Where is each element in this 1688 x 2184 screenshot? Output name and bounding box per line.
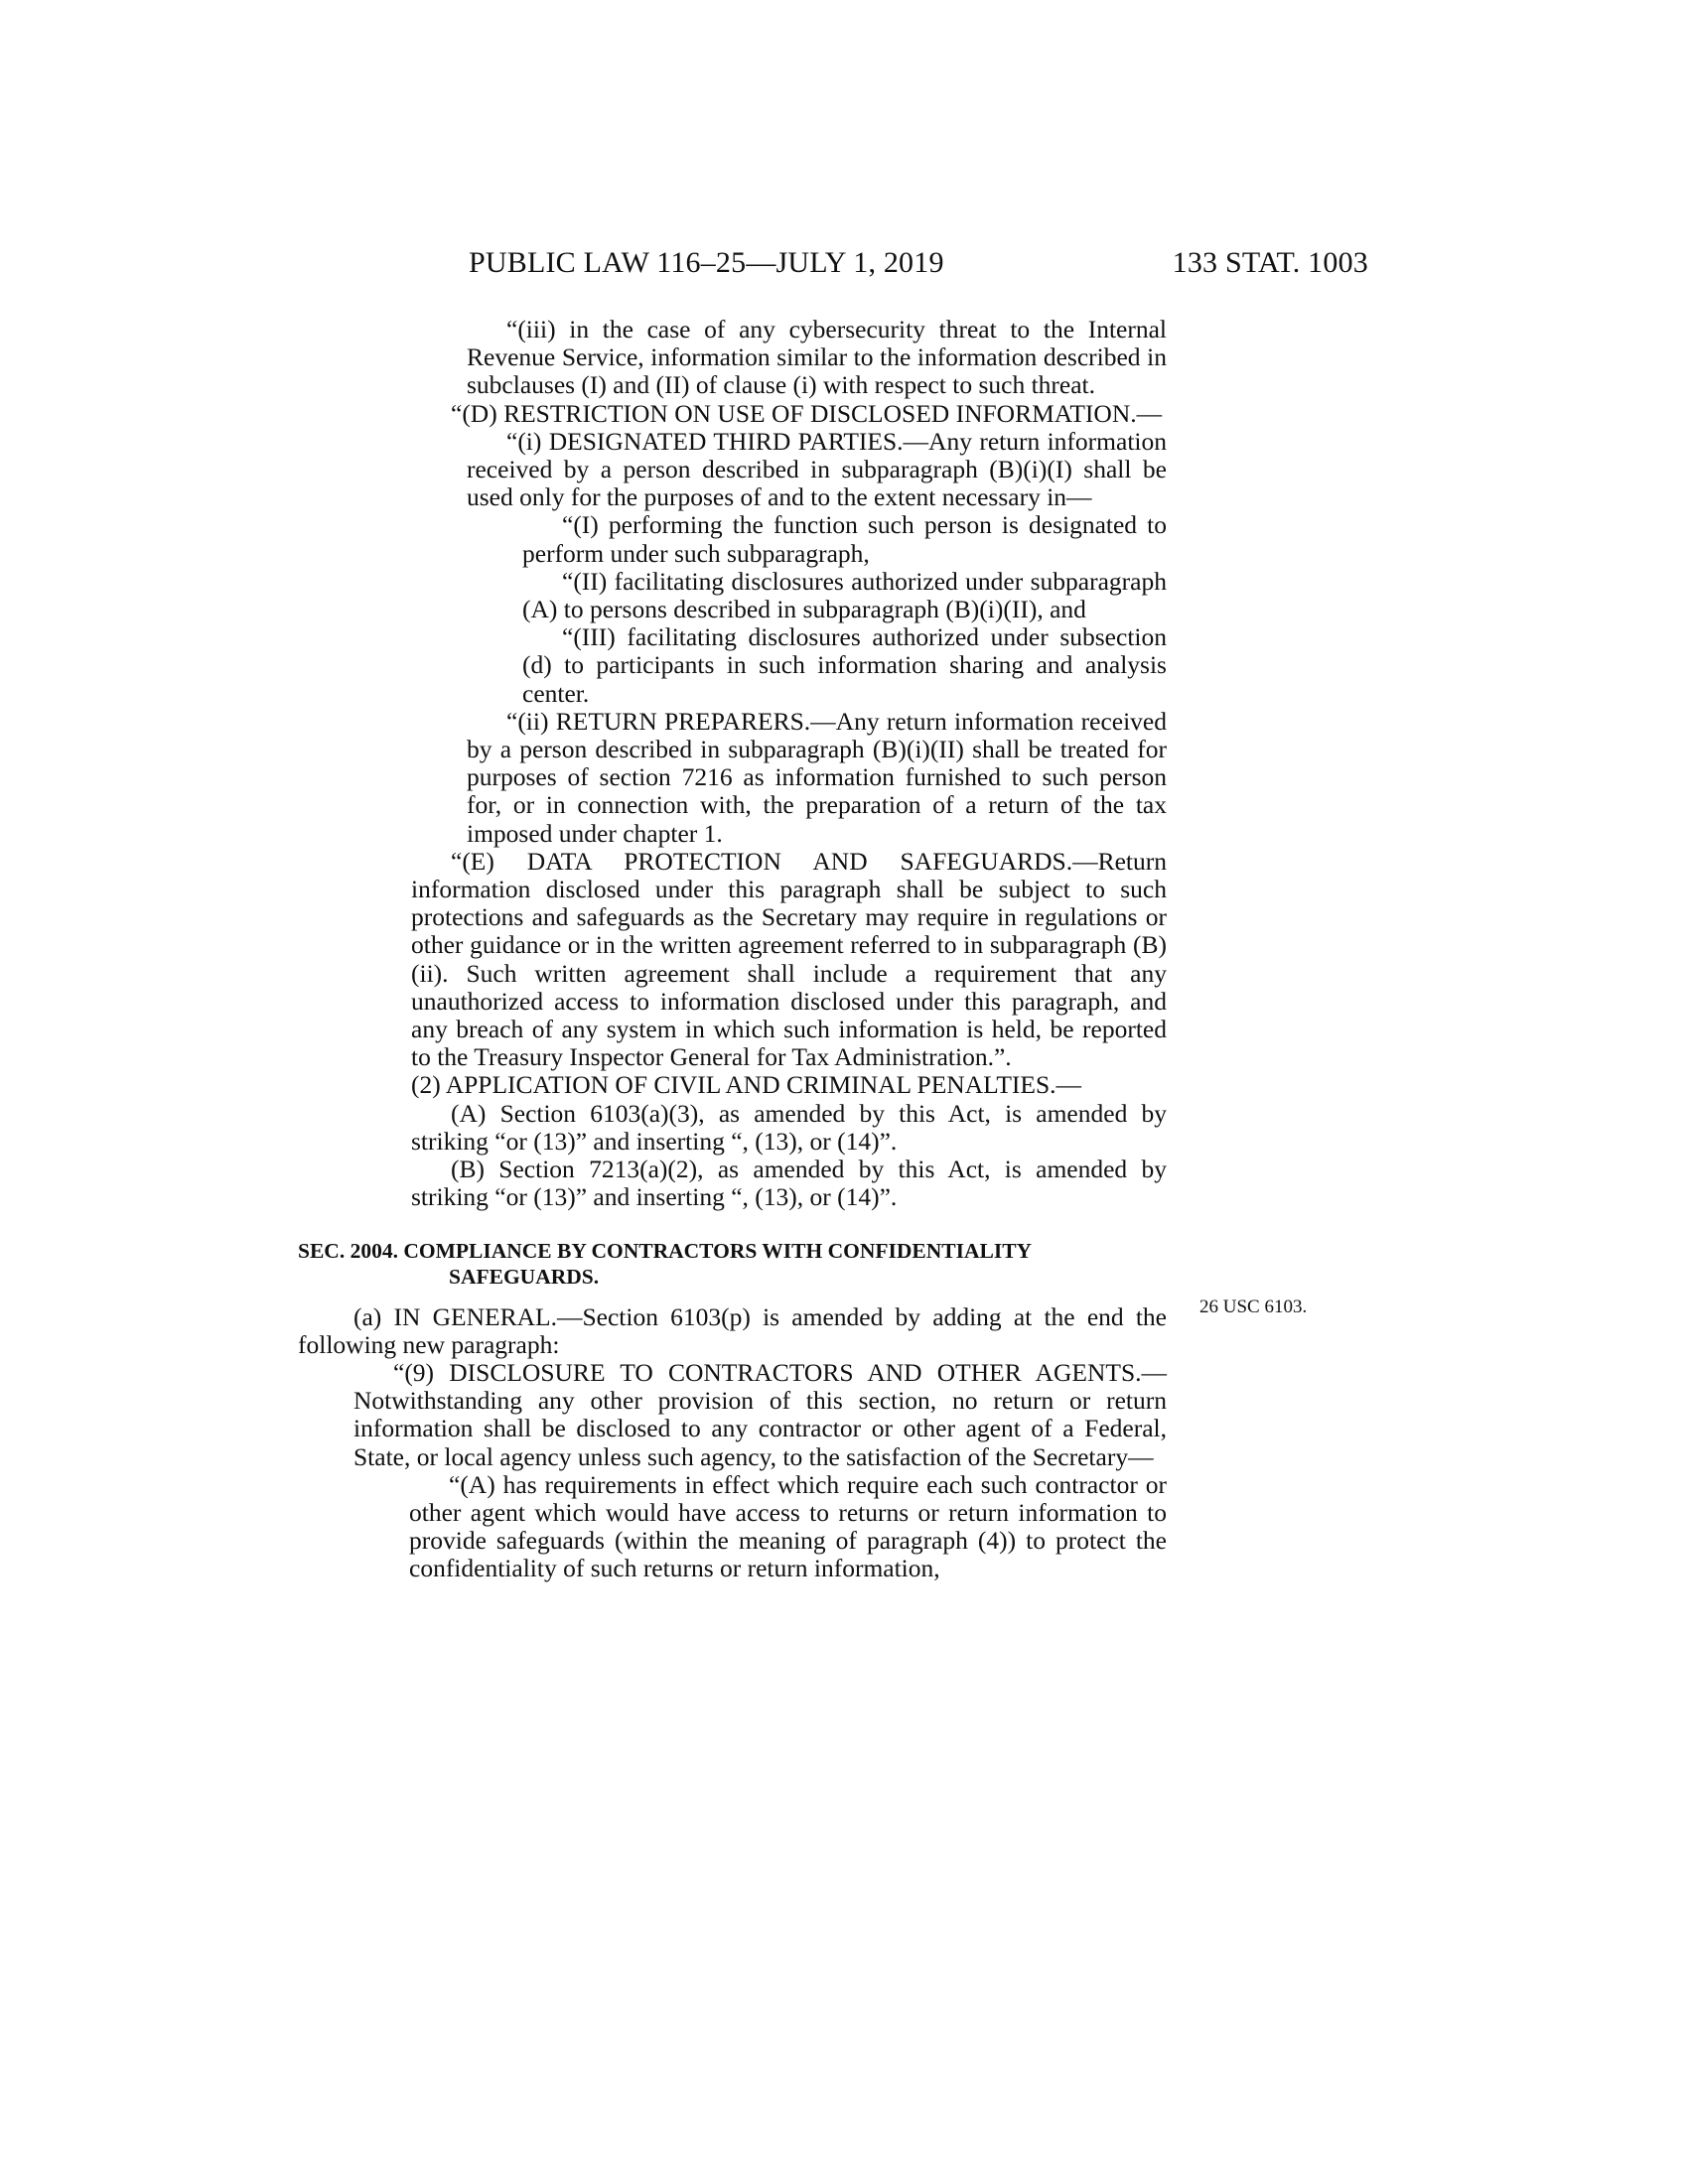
statute-text [298, 316, 1390, 1583]
subclause-II: “(II) facilitating disclosures authorized under subparagraph (A) to persons described in subparagraph (B)(i)(II), and [522, 566, 1167, 624]
clause-d-i: “(i) DESIGNATED THIRD PARTIES.—Any return information received by a person described in subparagraph (B)(i)(I) shall be used only for the purposes of and to the extent necessary in— [467, 426, 1167, 512]
clause-iii: “(iii) in the case of any cybersecurity threat to the Internal Revenue Service, information similar to the information described in subclauses (I) and (II) of clause (i) with respect to such threat. [467, 315, 1167, 400]
subclause-III: “(III) facilitating disclosures authorized under subsection (d) to participants in such information sharing and analysis center. [522, 622, 1167, 708]
para-9: “(9) DISCLOSURE TO CONTRACTORS AND OTHER AGENTS.— Notwithstanding any other provision of this section, no return or return information shall be disclosed to any contractor or other agent of a Federal, State, or local agency unless such agency, to the satisfaction of the Secretary— [353, 1357, 1167, 1471]
para-2-B: (B) Section 7213(a)(2), as amended by this Act, is amended by striking “or (13)” and inserting “, (13), or (14)”. [411, 1155, 1167, 1212]
subsection-a: (a) IN GENERAL.—Section 6103(p) is amended by adding at the end the following new paragraph: [298, 1301, 1167, 1359]
para-2-heading: (2) APPLICATION OF CIVIL AND CRIMINAL PENALTIES.— [411, 1070, 1082, 1100]
subpara-d-heading: “(D) RESTRICTION ON USE OF DISCLOSED INFORMATION.— [451, 398, 1163, 428]
clause-d-ii: “(ii) RETURN PREPARERS.—Any return information received by a person described in subparagraph (B)(i)(II) shall be treated for purposes of section 7216 as information furnished to such person for, or in connection with, the preparation of a return of the tax imposed under chapter 1. [467, 706, 1167, 848]
running-head-title: PUBLIC LAW 116–25—JULY 1, 2019 [469, 246, 944, 279]
page-citation: 133 STAT. 1003 [1172, 246, 1368, 279]
section-2004-heading: SEC. 2004. COMPLIANCE BY CONTRACTORS WITH CONFIDENTIALITY SAFEGUARDS. [298, 1238, 1033, 1289]
para-2-A: (A) Section 6103(a)(3), as amended by this Act, is amended by striking “or (13)” and inserting “, (13), or (14)”. [411, 1098, 1167, 1156]
usc-margin-note: 26 USC 6103. [1199, 1297, 1308, 1317]
para-9-A: “(A) has requirements in effect which require each such contractor or other agent which would have access to returns or return information to provide safeguards (within the meaning of paragraph (4)) to protect the confidentiality of such returns or return information, [409, 1469, 1167, 1583]
subpara-e: “(E) DATA PROTECTION AND SAFEGUARDS.—Return information disclosed under this paragraph shall be subject to such protections and safeguards as the Secretary may require in regulations or other guidance or in the written agreement referred to in subparagraph (B)(ii). Such written agreement shall include a requirement that any unauthorized access to information disclosed under this paragraph, and any breach of any system in which such information is held, be reported to the Treasury Inspector General for Tax Administration.”. [411, 846, 1167, 1072]
subclause-I: “(I) performing the function such person is designated to perform under such subparagraph, [522, 510, 1167, 568]
